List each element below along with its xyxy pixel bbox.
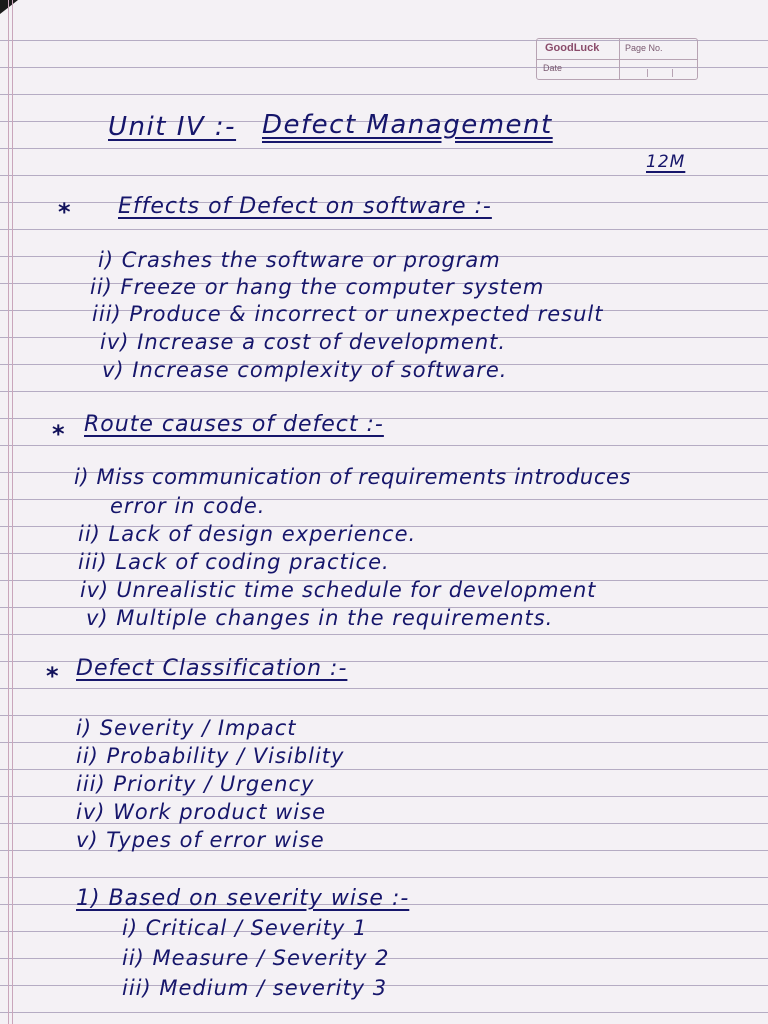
margin-line-left [8, 0, 9, 1024]
list-item: v) Multiple changes in the requirements. [86, 606, 554, 630]
list-item: iv) Unrealistic time schedule for development [80, 578, 597, 602]
page-title: Defect Management [262, 110, 553, 140]
list-item: iii) Lack of coding practice. [78, 550, 390, 574]
causes-heading: Route causes of defect :- [84, 412, 384, 437]
severity-heading: 1) Based on severity wise :- [76, 886, 410, 911]
list-item: ii) Freeze or hang the computer system [90, 275, 545, 299]
stamp-divider [537, 59, 697, 60]
page-corner [0, 0, 18, 14]
section-bullet: * [52, 420, 66, 448]
list-item: ii) Measure / Severity 2 [122, 946, 390, 970]
list-item: iii) Medium / severity 3 [122, 976, 388, 1000]
unit-label: Unit IV :- [108, 112, 237, 142]
date-label: Date [543, 63, 563, 73]
list-item: error in code. [110, 494, 266, 518]
page-no-label: Page No. [625, 43, 663, 53]
stamp-tick [672, 69, 673, 77]
effects-heading: Effects of Defect on software :- [118, 194, 492, 219]
list-item: i) Critical / Severity 1 [122, 916, 368, 940]
list-item: i) Severity / Impact [76, 716, 297, 740]
list-item: iv) Work product wise [76, 800, 326, 824]
list-item: ii) Probability / Visiblity [76, 744, 345, 768]
list-item: v) Types of error wise [76, 828, 325, 852]
page-header-stamp [536, 38, 698, 80]
section-bullet: * [46, 662, 60, 690]
notebook-brand: GoodLuck [545, 42, 600, 54]
list-item: i) Crashes the software or program [98, 248, 501, 272]
list-item: iii) Priority / Urgency [76, 772, 315, 796]
list-item: i) Miss communication of requirements introduces [74, 465, 632, 489]
margin-line-left-inner [12, 0, 13, 1024]
list-item: iii) Produce & incorrect or unexpected result [92, 302, 604, 326]
classification-heading: Defect Classification :- [76, 656, 348, 681]
stamp-tick [647, 69, 648, 77]
section-bullet: * [58, 198, 72, 226]
marks-label: 12M [646, 152, 686, 172]
list-item: v) Increase complexity of software. [102, 358, 508, 382]
list-item: iv) Increase a cost of development. [100, 330, 507, 354]
list-item: ii) Lack of design experience. [78, 522, 417, 546]
